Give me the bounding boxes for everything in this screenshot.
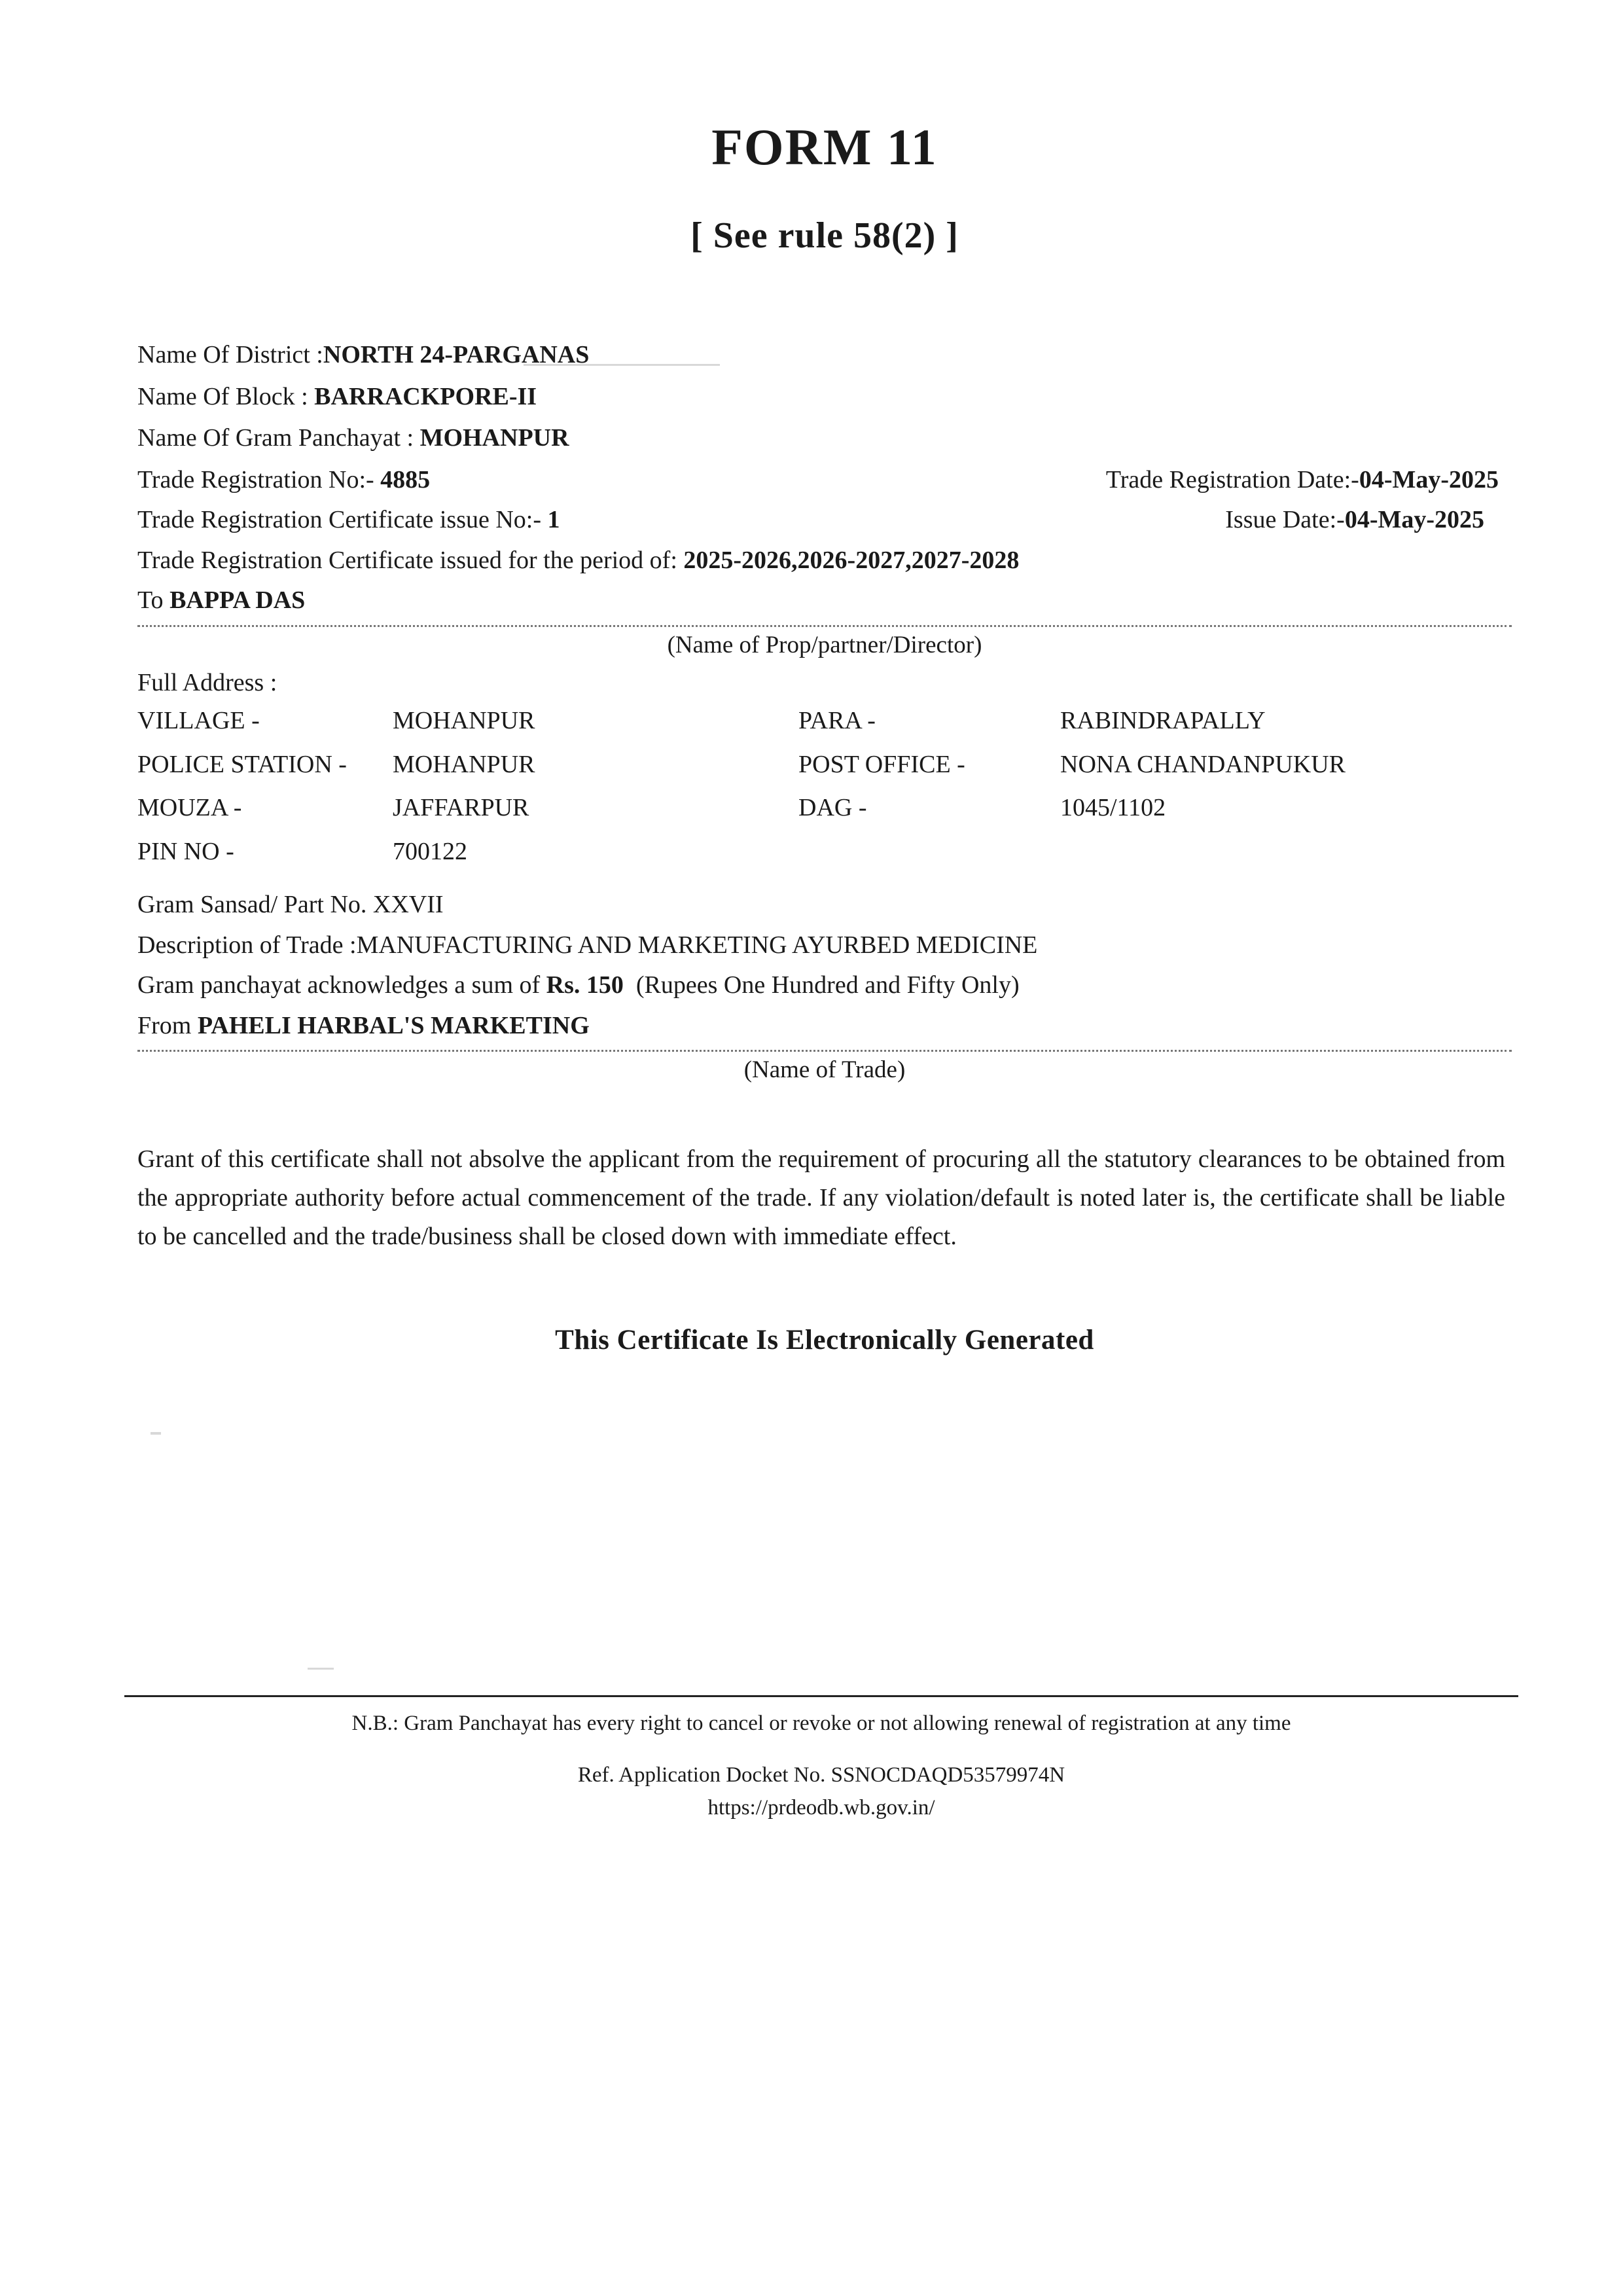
amount-value: Rs. 150: [546, 971, 624, 999]
address-row-label: VILLAGE -: [137, 706, 260, 734]
district-value: NORTH 24-PARGANAS: [323, 341, 590, 368]
address-row-label: PIN NO -: [137, 838, 234, 866]
trade-reg-date-value: 04-May-2025: [1359, 465, 1499, 493]
proprietor-line: [137, 581, 1512, 621]
scan-artifact: [308, 1668, 334, 1670]
gram-panchayat-label: Name Of Gram Panchayat :: [137, 424, 420, 452]
address-row-value: MOHANPUR: [393, 706, 535, 734]
scan-artifact: [151, 1432, 161, 1435]
district-label: Name Of District :: [137, 341, 323, 368]
page-title: FORM 11: [711, 118, 938, 175]
amount-in-words: (Rupees One Hundred and Fifty Only): [635, 971, 1020, 999]
address-row-label: PARA -: [798, 706, 876, 734]
address-row-label: [798, 832, 1060, 876]
proprietor-caption: (Name of Prop/partner/Director): [667, 631, 982, 658]
trade-reg-no-label: Trade Registration No:-: [137, 465, 381, 493]
address-row-value: RABINDRAPALLY: [1060, 706, 1266, 734]
trade-reg-date-label: Trade Registration Date:-: [1105, 465, 1359, 493]
block-line: [137, 377, 1512, 418]
divider-trade: [137, 1050, 1512, 1052]
nb-note: N.B.: Gram Panchayat has every right to cancel or revoke or not allowing renewal of registration at any time: [351, 1712, 1291, 1735]
address-row-value: JAFFARPUR: [393, 794, 529, 822]
trade-reg-no-value: 4885: [380, 465, 431, 493]
period-label-text: Trade Registration Certificate issued for the period of:: [137, 546, 684, 574]
address-grid: [137, 701, 1512, 876]
proprietor-name: BAPPA DAS: [169, 586, 306, 615]
gram-panchayat-line: [137, 418, 1512, 459]
rule-reference: [ See rule 58(2) ]: [690, 215, 959, 256]
divider-proprietor: [137, 625, 1512, 627]
trade-description-label: Description of Trade :: [137, 931, 357, 959]
registration-number-row: [137, 460, 1512, 501]
acknowledgement-prefix: Gram panchayat acknowledges a sum of: [137, 971, 546, 999]
trade-description-value: MANUFACTURING AND MARKETING AYURBED MEDICINE: [356, 931, 1038, 959]
block-label: Name Of Block :: [137, 382, 315, 410]
address-row-label: POLICE STATION -: [137, 750, 347, 778]
gram-sansad-line: Gram Sansad/ Part No. XXVII: [137, 891, 444, 919]
electronic-generation-note: This Certificate Is Electronically Generated: [555, 1324, 1094, 1355]
reference-docket: Ref. Application Docket No. SSNOCDAQD53579974N: [577, 1763, 1065, 1787]
footer-divider: [124, 1695, 1518, 1697]
to-label: To: [137, 586, 170, 615]
certificate-issue-no-group: [137, 500, 560, 541]
gram-panchayat-value: MOHANPUR: [419, 424, 569, 452]
address-row-label: DAG -: [798, 794, 867, 822]
address-row-value: 700122: [393, 838, 467, 866]
acknowledged-amount-line: [137, 965, 1512, 1006]
certificate-issue-no-label: Trade Registration Certificate issue No:-: [137, 506, 548, 534]
page-footer: [124, 1695, 1518, 1824]
certificate-issue-row: [137, 500, 1512, 541]
trade-caption: (Name of Trade): [743, 1056, 906, 1084]
full-address-label: Full Address :: [137, 668, 277, 696]
district-line: [137, 335, 1512, 376]
from-label: From: [137, 1011, 198, 1039]
trade-description-line: [137, 925, 1512, 966]
address-row-value: NONA CHANDANPUKUR: [1060, 750, 1346, 778]
address-row-label: POST OFFICE -: [798, 750, 965, 778]
period-value: 2025-2026,2026-2027,2027-2028: [683, 546, 1020, 574]
document-body: [137, 118, 1512, 1356]
issue-date-label: Issue Date:-: [1225, 506, 1345, 534]
clause-paragraph: Grant of this certificate shall not absolve the applicant from the requirement of procuring all the statutory clearances to be obtained from the appropriate authority before actual commencement of the trade. If any violation/default is noted later is, the certificate shall be liable to be cancelled and the trade/business shall be closed down with immediate effect.: [137, 1145, 1505, 1250]
block-value: BARRACKPORE-II: [314, 382, 537, 410]
address-row-value: [1060, 832, 1479, 876]
address-row-value: 1045/1102: [1060, 794, 1166, 822]
issue-date-group: [1225, 500, 1512, 541]
registration-date-group: [1106, 460, 1512, 501]
registration-number-group: [137, 460, 430, 501]
address-row-value: MOHANPUR: [393, 750, 535, 778]
validity-period-line: [137, 541, 1512, 581]
portal-url[interactable]: https://prdeodb.wb.gov.in/: [707, 1795, 935, 1820]
trade-name-line: [137, 1006, 1512, 1047]
address-row-label: MOUZA -: [137, 794, 242, 822]
trade-name-value: PAHELI HARBAL'S MARKETING: [197, 1011, 590, 1039]
issue-date-value: 04-May-2025: [1344, 506, 1484, 534]
certificate-issue-no-value: 1: [547, 506, 560, 534]
